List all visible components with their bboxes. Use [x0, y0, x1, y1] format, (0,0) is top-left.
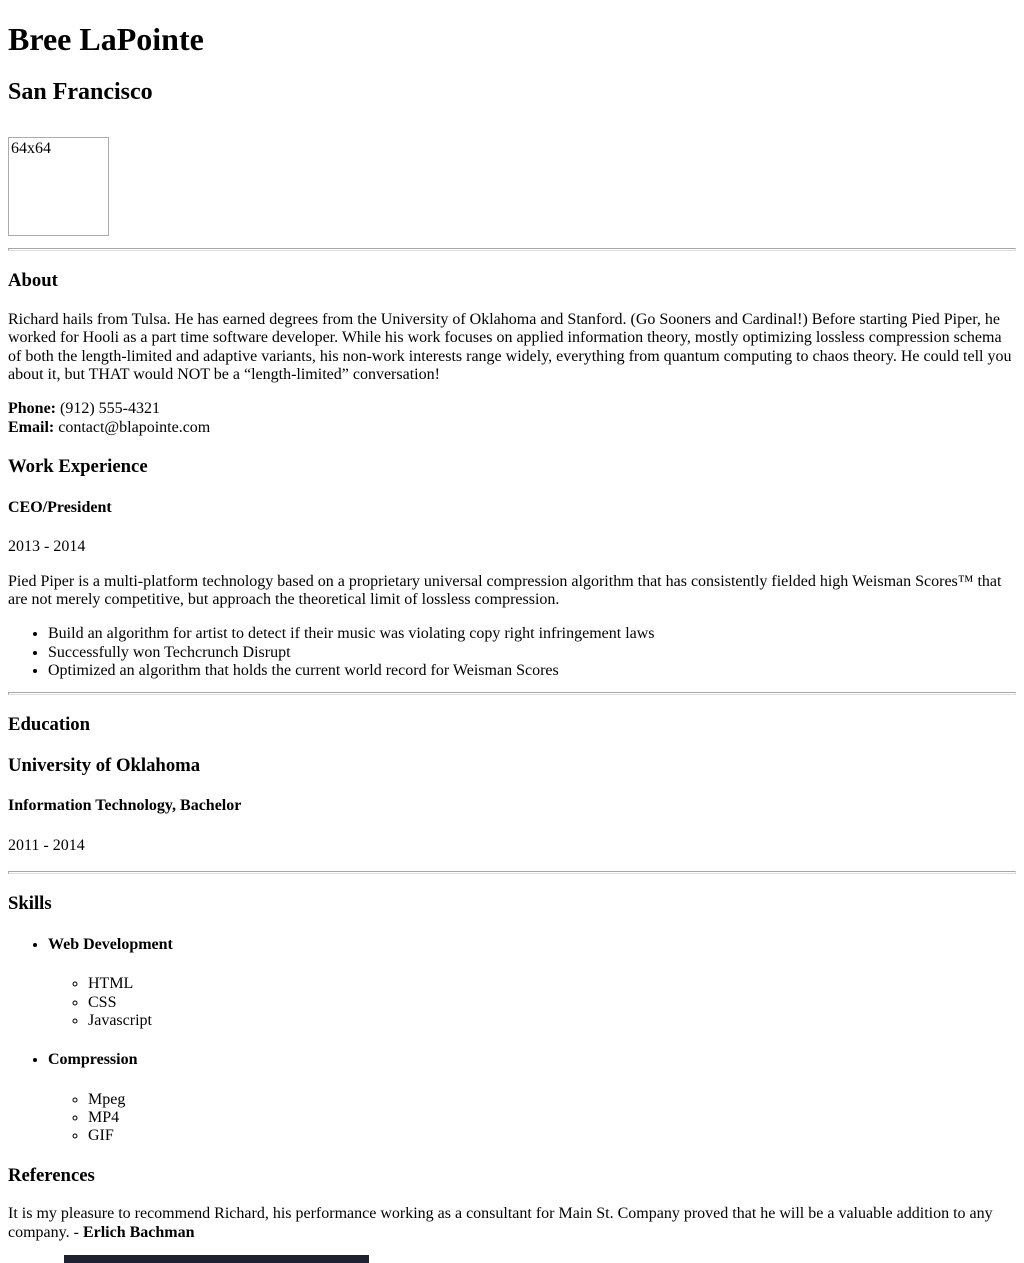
skill-item: ◦ Javascript — [88, 1012, 1016, 1030]
reference-quote-text: It is my pleasure to recommend Richard, his performance working as a consultant for Main St. Company proved that he will be a valuable addition to any company. - — [8, 1205, 993, 1241]
references-heading: References — [8, 1164, 95, 1186]
work-highlight-item: • Build an algorithm for artist to detect if their music was violating copy right infringement laws — [48, 625, 1016, 643]
partially-visible-dark-bar[interactable] — [64, 1255, 369, 1263]
section-divider — [8, 692, 1016, 695]
skill-item: ◦ MP4 — [88, 1109, 1016, 1127]
job-title: CEO/President — [8, 498, 112, 516]
skill-item: ◦ GIF — [88, 1127, 1016, 1145]
skill-item: ◦ HTML — [88, 975, 1016, 993]
skill-sublist — [48, 975, 1016, 1030]
avatar-alt-text: 64x64 — [11, 140, 51, 158]
reference-quote — [8, 1205, 1016, 1242]
degree-title: Information Technology, Bachelor — [8, 797, 242, 815]
skill-category-compression — [48, 1051, 1016, 1146]
skills-heading: Skills — [8, 893, 52, 915]
skill-item: ◦ CSS — [88, 994, 1016, 1012]
email-label: Email: — [8, 418, 55, 436]
avatar-image-placeholder — [8, 137, 109, 236]
page-title: Bree LaPointe — [8, 21, 204, 57]
job-dates: 2013 - 2014 — [8, 538, 86, 556]
section-divider — [8, 248, 1016, 251]
skill-category-web-development — [48, 936, 1016, 1031]
section-divider — [8, 871, 1016, 874]
education-dates: 2011 - 2014 — [8, 836, 85, 854]
skills-list — [8, 936, 1016, 1146]
contact-block — [8, 400, 1016, 437]
email-value: contact@blapointe.com — [58, 418, 211, 436]
skill-item: ◦ Mpeg — [88, 1091, 1016, 1109]
school-name: University of Oklahoma — [8, 754, 201, 776]
about-heading: About — [8, 270, 58, 292]
job-description: Pied Piper is a multi-platform technology based on a proprietary universal compression algorithm that has consistently fielded high Weisman Scores™ that are not merely competitive, but approach the theoretical limit of lossless compression. — [8, 572, 1002, 608]
work-highlight-item: • Optimized an algorithm that holds the current world record for Weisman Scores — [48, 662, 1016, 680]
work-experience-heading: Work Experience — [8, 456, 148, 478]
skill-category-label: • Web Development — [48, 935, 173, 953]
work-highlight-item: • Successfully won Techcrunch Disrupt — [48, 644, 1016, 662]
phone-label: Phone: — [8, 400, 56, 418]
work-highlights-list — [8, 625, 1016, 680]
phone-value: (912) 555-4321 — [60, 400, 160, 418]
education-heading: Education — [8, 714, 91, 736]
location-subtitle: San Francisco — [8, 78, 153, 105]
bio-paragraph: Richard hails from Tulsa. He has earned degrees from the University of Oklahoma and Stanford. (Go Sooners and Cardinal!) Before starting Pied Piper, he worked for Hooli as a part time software developer. While his work focuses on applied information theory, mostly optimizing lossless compression schema of both the length-limited and adaptive variants, his non-work interests range widely, everything from quantum computing to chaos theory. He could tell you about it, but THAT would NOT be a “length-limited” conversation! — [8, 310, 1012, 384]
skill-sublist — [48, 1091, 1016, 1146]
skill-category-label: • Compression — [48, 1051, 138, 1069]
reference-attribution: Erlich Bachman — [82, 1223, 195, 1241]
